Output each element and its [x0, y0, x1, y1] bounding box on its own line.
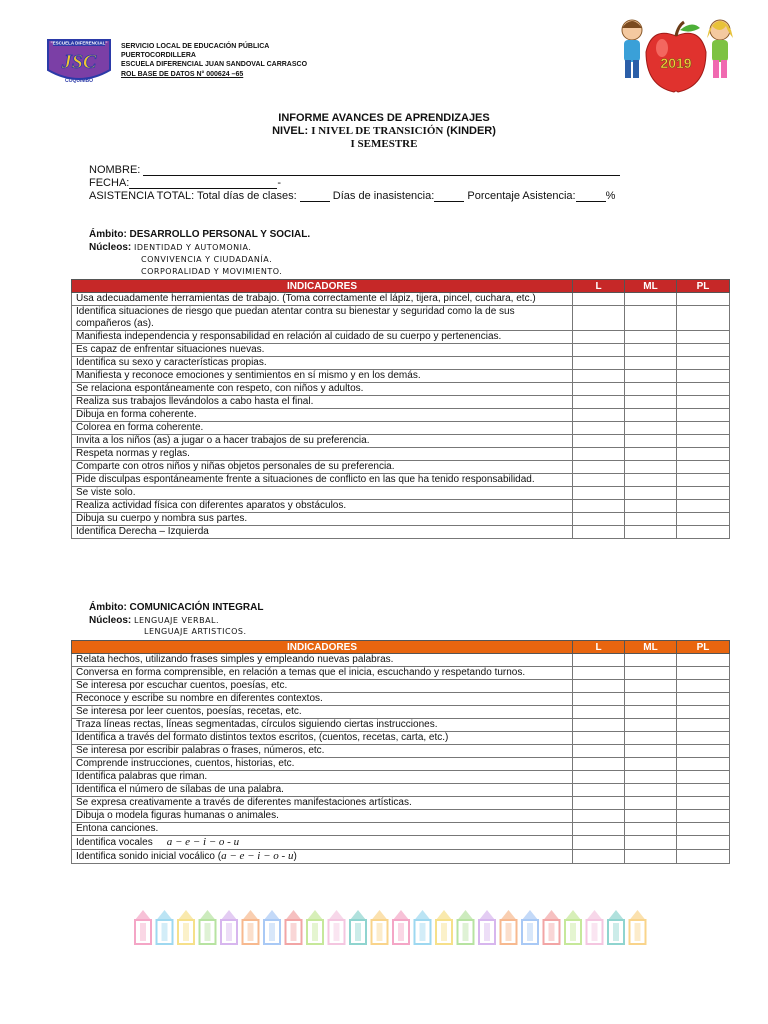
check-cell-ml[interactable]: [625, 461, 677, 474]
logo-top-text: "ESCUELA DIFERENCIAL": [50, 40, 108, 46]
table-row: [72, 732, 730, 745]
check-cell-l[interactable]: [573, 526, 625, 539]
check-cell-pl[interactable]: [677, 383, 730, 396]
indicator-text: Identifica su sexo y características propias.: [72, 357, 573, 370]
section1-nucleos: [89, 242, 251, 253]
table-header-row: [72, 280, 730, 293]
check-cell-ml[interactable]: [625, 784, 677, 797]
kids-apple-illustration: [612, 12, 740, 98]
check-cell-l[interactable]: [573, 706, 625, 719]
check-cell-ml[interactable]: [625, 850, 677, 864]
table-row: [72, 680, 730, 693]
check-cell-l[interactable]: [573, 357, 625, 370]
indicator-text: Relata hechos, utilizando frases simples y empleando nuevas palabras.: [72, 654, 573, 667]
section1-ambito: [89, 229, 310, 240]
table-row: [72, 526, 730, 539]
check-cell-ml[interactable]: [625, 306, 677, 331]
section2-nucleos-label: Núcleos:: [89, 615, 135, 626]
indicator-text: Es capaz de enfrentar situaciones nuevas.: [72, 344, 573, 357]
check-cell-l[interactable]: [573, 836, 625, 850]
indicator-text: Se expresa creativamente a través de diferentes manifestaciones artísticas.: [72, 797, 573, 810]
check-cell-ml[interactable]: [625, 409, 677, 422]
check-cell-l[interactable]: [573, 448, 625, 461]
level-suffix: (KINDER): [443, 125, 496, 137]
col-ml: ML: [625, 641, 677, 654]
year-text: 2019: [660, 55, 692, 71]
check-cell-ml[interactable]: [625, 797, 677, 810]
table-row: [72, 836, 730, 850]
col-indicadores: INDICADORES: [72, 280, 573, 293]
check-cell-pl[interactable]: [677, 526, 730, 539]
school-logo: [45, 36, 113, 86]
pencil-icon: [415, 910, 431, 944]
pencil-icon: [200, 910, 216, 944]
pencil-icon: [178, 910, 194, 944]
table-row: [72, 383, 730, 396]
check-cell-ml[interactable]: [625, 500, 677, 513]
check-cell-pl[interactable]: [677, 732, 730, 745]
check-cell-l[interactable]: [573, 719, 625, 732]
pencil-icon: [286, 910, 302, 944]
check-cell-ml[interactable]: [625, 474, 677, 487]
table-row: [72, 474, 730, 487]
check-cell-pl[interactable]: [677, 448, 730, 461]
indicator-text: Manifiesta y reconoce emociones y sentimientos en sí mismo y en los demás.: [72, 370, 573, 383]
col-pl: PL: [677, 280, 730, 293]
table-row: [72, 344, 730, 357]
table-row: [72, 435, 730, 448]
check-cell-ml[interactable]: [625, 758, 677, 771]
vowels-math: a − e − i − o - u: [221, 850, 294, 862]
pencil-icon: [587, 910, 603, 944]
check-cell-l[interactable]: [573, 435, 625, 448]
check-cell-l[interactable]: [573, 732, 625, 745]
table-row: [72, 422, 730, 435]
check-cell-pl[interactable]: [677, 836, 730, 850]
indicator-text: Identifica a través del formato distintos textos escritos, (cuentos, recetas, carta, etc.): [72, 732, 573, 745]
check-cell-l[interactable]: [573, 758, 625, 771]
section1-nucleo-1: IDENTIDAD Y AUTOMONIA.: [134, 243, 252, 252]
table-row: [72, 784, 730, 797]
table-row: [72, 850, 730, 864]
check-cell-pl[interactable]: [677, 667, 730, 680]
section1-nucleo-2: CONVIVENCIA Y CIUDADANÍA.: [141, 255, 273, 264]
indicator-text: Comparte con otros niños y niñas objetos personales de su preferencia.: [72, 461, 573, 474]
institution-line-3: ESCUELA DIFERENCIAL JUAN SANDOVAL CARRASCO: [121, 61, 308, 69]
table-header-row: [72, 641, 730, 654]
check-cell-l[interactable]: [573, 667, 625, 680]
section1-nucleos-label: Núcleos:: [89, 242, 135, 253]
pencil-icon: [135, 910, 151, 944]
check-cell-ml[interactable]: [625, 448, 677, 461]
check-cell-l[interactable]: [573, 500, 625, 513]
check-cell-pl[interactable]: [677, 810, 730, 823]
fecha-input-line[interactable]: [129, 178, 277, 189]
table-row: [72, 357, 730, 370]
check-cell-ml[interactable]: [625, 396, 677, 409]
table-row: [72, 706, 730, 719]
section2-ambito-value: COMUNICACIÓN INTEGRAL: [129, 602, 264, 613]
institution-header: [121, 42, 307, 79]
indicator-text: Dibuja su cuerpo y nombra sus partes.: [72, 513, 573, 526]
pencil-icon: [329, 910, 345, 944]
check-cell-ml[interactable]: [625, 680, 677, 693]
check-cell-ml[interactable]: [625, 422, 677, 435]
check-cell-ml[interactable]: [625, 745, 677, 758]
check-cell-pl[interactable]: [677, 850, 730, 864]
check-cell-ml[interactable]: [625, 706, 677, 719]
section1-indicators-table: [71, 279, 730, 539]
pencil-icon: [501, 910, 517, 944]
indicator-text: Conversa en forma comprensible, en relación a temas que el inicia, escuchando y respetando turnos.: [72, 667, 573, 680]
check-cell-pl[interactable]: [677, 344, 730, 357]
section2-nucleos: [89, 615, 219, 626]
check-cell-ml[interactable]: [625, 693, 677, 706]
check-cell-l[interactable]: [573, 513, 625, 526]
table-row: [72, 719, 730, 732]
check-cell-ml[interactable]: [625, 836, 677, 850]
check-cell-ml[interactable]: [625, 370, 677, 383]
check-cell-l[interactable]: [573, 823, 625, 836]
fecha-suffix: -: [277, 177, 282, 189]
check-cell-ml[interactable]: [625, 667, 677, 680]
indicator-text: Usa adecuadamente herramientas de trabajo. (Toma correctamente el lápiz, tijera, pincel, cuchara, etc.): [72, 293, 573, 306]
table-row: [72, 771, 730, 784]
check-cell-ml[interactable]: [625, 732, 677, 745]
vocales-row: [72, 836, 573, 850]
check-cell-l[interactable]: [573, 370, 625, 383]
check-cell-l[interactable]: [573, 810, 625, 823]
indicator-text: Se viste solo.: [72, 487, 573, 500]
semester-title: I SEMESTRE: [350, 138, 418, 150]
table-row: [72, 758, 730, 771]
asistencia-label: ASISTENCIA TOTAL: Total días de clases:: [89, 190, 297, 202]
check-cell-pl[interactable]: [677, 293, 730, 306]
table-row: [72, 370, 730, 383]
pencil-icon: [458, 910, 474, 944]
check-cell-pl[interactable]: [677, 823, 730, 836]
check-cell-pl[interactable]: [677, 745, 730, 758]
table-row: [72, 306, 730, 331]
check-cell-pl[interactable]: [677, 370, 730, 383]
check-cell-ml[interactable]: [625, 526, 677, 539]
table-row: [72, 331, 730, 344]
check-cell-ml[interactable]: [625, 654, 677, 667]
table-row: [72, 823, 730, 836]
level-label: NIVEL:: [272, 125, 312, 137]
indicator-text: Traza líneas rectas, líneas segmentadas, círculos siguiendo ciertas instrucciones.: [72, 719, 573, 732]
pencil-icon: [522, 910, 538, 944]
check-cell-pl[interactable]: [677, 331, 730, 344]
indicator-text: Respeta normas y reglas.: [72, 448, 573, 461]
pencil-icon: [565, 910, 581, 944]
check-cell-l[interactable]: [573, 331, 625, 344]
porcentaje-input-line[interactable]: [576, 191, 606, 202]
check-cell-l[interactable]: [573, 461, 625, 474]
section1-ambito-label: Ámbito:: [89, 229, 130, 240]
check-cell-pl[interactable]: [677, 474, 730, 487]
table-row: [72, 513, 730, 526]
section2-nucleo-1: LENGUAJE VERBAL.: [134, 616, 220, 625]
check-cell-pl[interactable]: [677, 435, 730, 448]
table-row: [72, 448, 730, 461]
check-cell-ml[interactable]: [625, 513, 677, 526]
check-cell-pl[interactable]: [677, 758, 730, 771]
indicator-text: Invita a los niños (as) a jugar o a hacer trabajos de su preferencia.: [72, 435, 573, 448]
check-cell-l[interactable]: [573, 474, 625, 487]
table-row: [72, 487, 730, 500]
table-row: [72, 654, 730, 667]
check-cell-pl[interactable]: [677, 719, 730, 732]
inasistencia-label: Días de inasistencia:: [332, 190, 435, 202]
indicator-text: Se interesa por leer cuentos, poesías, recetas, etc.: [72, 706, 573, 719]
check-cell-l[interactable]: [573, 654, 625, 667]
section2-ambito: [89, 602, 263, 613]
check-cell-pl[interactable]: [677, 784, 730, 797]
table-row: [72, 797, 730, 810]
check-cell-pl[interactable]: [677, 306, 730, 331]
pencil-icon: [393, 910, 409, 944]
section2-indicators-table: [71, 640, 730, 864]
indicator-text: Realiza sus trabajos llevándolos a cabo hasta el final.: [72, 396, 573, 409]
check-cell-pl[interactable]: [677, 513, 730, 526]
indicator-text: Identifica sonido inicial vocálico (: [76, 851, 222, 862]
table-row: [72, 810, 730, 823]
indicator-text: Reconoce y escribe su nombre en diferentes contextos.: [72, 693, 573, 706]
check-cell-ml[interactable]: [625, 293, 677, 306]
check-cell-l[interactable]: [573, 693, 625, 706]
table-row: [72, 667, 730, 680]
institution-line-2: PUERTOCORDILLERA: [121, 52, 196, 60]
check-cell-l[interactable]: [573, 487, 625, 500]
check-cell-pl[interactable]: [677, 771, 730, 784]
indicator-text: Se interesa por escuchar cuentos, poesías, etc.: [72, 680, 573, 693]
check-cell-l[interactable]: [573, 771, 625, 784]
indicator-text: Manifiesta independencia y responsabilidad en relación al cuidado de su cuerpo y pertenencias.: [72, 331, 573, 344]
pencil-icon: [436, 910, 452, 944]
indicator-text: Identifica el número de sílabas de una palabra.: [72, 784, 573, 797]
pencil-icon: [157, 910, 173, 944]
pencil-icon: [372, 910, 388, 944]
indicator-text: Pide disculpas espontáneamente frente a situaciones de conflicto en las que ha tenido responsabilidad.: [72, 474, 573, 487]
check-cell-pl[interactable]: [677, 422, 730, 435]
porcentaje-suffix: %: [605, 190, 616, 202]
check-cell-ml[interactable]: [625, 383, 677, 396]
check-cell-pl[interactable]: [677, 357, 730, 370]
col-l: L: [573, 641, 625, 654]
nombre-field: [89, 164, 620, 176]
institution-rol: ROL BASE DE DATOS N° 000624 –65: [121, 70, 244, 78]
report-title: INFORME AVANCES DE APRENDIZAJES: [278, 112, 490, 124]
pencil-icon: [479, 910, 495, 944]
porcentaje-label: Porcentaje Asistencia:: [467, 190, 576, 202]
check-cell-pl[interactable]: [677, 706, 730, 719]
dias-clases-input-line[interactable]: [300, 191, 330, 202]
col-ml: ML: [625, 280, 677, 293]
check-cell-ml[interactable]: [625, 771, 677, 784]
table-row: [72, 409, 730, 422]
check-cell-pl[interactable]: [677, 654, 730, 667]
pencil-icon: [608, 910, 624, 944]
pencil-icon: [264, 910, 280, 944]
fecha-label: FECHA:: [89, 177, 130, 189]
indicator-text: Se relaciona espontáneamente con respeto, con niños y adultos.: [72, 383, 573, 396]
check-cell-l[interactable]: [573, 422, 625, 435]
check-cell-pl[interactable]: [677, 500, 730, 513]
col-indicadores: INDICADORES: [72, 641, 573, 654]
pencil-icon: [630, 910, 646, 944]
section2-nucleo-2: LENGUAJE ARTISTICOS.: [144, 627, 247, 636]
indicator-text: Identifica Derecha – Izquierda: [72, 526, 573, 539]
table-row: [72, 693, 730, 706]
indicator-text: Identifica vocales: [76, 837, 153, 848]
check-cell-ml[interactable]: [625, 331, 677, 344]
check-cell-ml[interactable]: [625, 719, 677, 732]
pencil-icon: [350, 910, 366, 944]
section1-nucleo-3: CORPORALIDAD Y MOVIMIENTO.: [141, 267, 283, 276]
check-cell-l[interactable]: [573, 344, 625, 357]
check-cell-ml[interactable]: [625, 487, 677, 500]
pencil-icon: [307, 910, 323, 944]
check-cell-pl[interactable]: [677, 487, 730, 500]
pencil-icon: [544, 910, 560, 944]
check-cell-ml[interactable]: [625, 344, 677, 357]
logo-bottom-text: COQUIMBO: [64, 78, 94, 84]
indicator-text: Se interesa por escribir palabras o frases, números, etc.: [72, 745, 573, 758]
pencils-decoration: [133, 908, 653, 946]
institution-line-1: SERVICIO LOCAL DE EDUCACIÓN PÚBLICA: [121, 43, 270, 50]
check-cell-pl[interactable]: [677, 680, 730, 693]
indicator-text: Dibuja en forma coherente.: [72, 409, 573, 422]
check-cell-pl[interactable]: [677, 693, 730, 706]
col-pl: PL: [677, 641, 730, 654]
check-cell-l[interactable]: [573, 293, 625, 306]
table-row: [72, 396, 730, 409]
fecha-field: [89, 177, 281, 189]
indicator-text: Dibuja o modela figuras humanas o animales.: [72, 810, 573, 823]
check-cell-l[interactable]: [573, 306, 625, 331]
level-value: I NIVEL DE TRANSICIÓN: [311, 125, 444, 137]
nombre-label: NOMBRE:: [89, 164, 141, 176]
check-cell-pl[interactable]: [677, 396, 730, 409]
sonido-row: [72, 850, 573, 864]
section1-ambito-value: DESARROLLO PERSONAL Y SOCIAL.: [129, 229, 311, 240]
check-cell-l[interactable]: [573, 409, 625, 422]
check-cell-l[interactable]: [573, 383, 625, 396]
pencil-icon: [221, 910, 237, 944]
indicator-text: Identifica palabras que riman.: [72, 771, 573, 784]
col-l: L: [573, 280, 625, 293]
check-cell-l[interactable]: [573, 745, 625, 758]
indicator-text: Comprende instrucciones, cuentos, historias, etc.: [72, 758, 573, 771]
check-cell-l[interactable]: [573, 797, 625, 810]
indicator-text: ): [293, 851, 297, 862]
check-cell-ml[interactable]: [625, 823, 677, 836]
check-cell-pl[interactable]: [677, 461, 730, 474]
check-cell-l[interactable]: [573, 680, 625, 693]
indicator-text: Identifica situaciones de riesgo que puedan atentar contra su bienestar y seguridad como la de sus compañeros (as).: [72, 306, 573, 331]
table-row: [72, 745, 730, 758]
table-row: [72, 293, 730, 306]
vowels-math: a − e − i − o - u: [166, 836, 240, 848]
indicator-text: Entona canciones.: [72, 823, 573, 836]
check-cell-l[interactable]: [573, 784, 625, 797]
check-cell-pl[interactable]: [677, 797, 730, 810]
table-row: [72, 461, 730, 474]
check-cell-ml[interactable]: [625, 435, 677, 448]
inasistencia-input-line[interactable]: [434, 191, 464, 202]
check-cell-l[interactable]: [573, 396, 625, 409]
indicator-text: Colorea en forma coherente.: [72, 422, 573, 435]
check-cell-pl[interactable]: [677, 409, 730, 422]
nombre-input-line[interactable]: [143, 165, 620, 176]
check-cell-ml[interactable]: [625, 810, 677, 823]
indicator-text: Realiza actividad física con diferentes aparatos y obstáculos.: [72, 500, 573, 513]
pencil-icon: [243, 910, 259, 944]
logo-letters: JSC: [61, 51, 97, 73]
asistencia-field: [89, 190, 615, 202]
section2-ambito-label: Ámbito:: [89, 602, 130, 613]
level-title: [0, 125, 768, 137]
table-row: [72, 500, 730, 513]
check-cell-l[interactable]: [573, 850, 625, 864]
check-cell-ml[interactable]: [625, 357, 677, 370]
